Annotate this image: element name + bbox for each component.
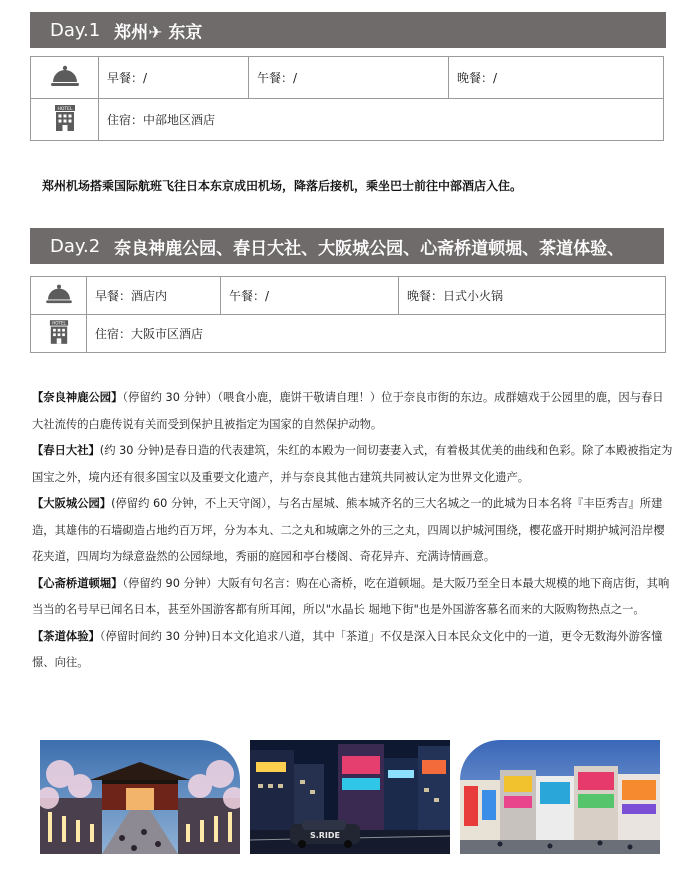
attraction-text: (约 30 分钟)是春日造的代表建筑，朱红的本殿为一间切妻妻入式，有着极其优美的曲线和色彩。除了本殿被指定为国宝之外，境内还有很多国宝以及重要文化遗产，并与奈良其他古建筑共同被认定为世界文化遗产。 xyxy=(32,444,673,484)
attraction-name: 【心斋桥道顿堀】 xyxy=(32,576,123,590)
day2-breakfast: 早餐：酒店内 xyxy=(87,277,221,315)
attraction-text: （停留约 90 分钟）大阪有句名言：购在心斋桥，吃在道顿堀。是大阪乃至全日本最大规模的地下商店街，其响当当的名号早已闻名日本，甚至外国游客都有所耳闻，所以"水晶长 堀地下街"也是外国游客慕名而来的大阪购物热点之一。 xyxy=(32,576,670,616)
photo-akihabara xyxy=(460,740,660,854)
day2-hotel: 住宿：大阪市区酒店 xyxy=(87,315,666,353)
day1-label: Day.1 xyxy=(50,19,101,41)
hotel-icon xyxy=(49,320,69,347)
attraction-text: (停留约 60 分钟，不上天守阁），与名古屋城、熊本城齐名的三大名城之一的此城为日本名将『丰臣秀吉』所建造，其雄伟的石墙砌造占地约百万坪，分为本丸、二之丸和城廓之外的三之丸，四周以护城河围绕，樱花盛开时期护城河沿岸樱花夹道，四周均为绿意盎然的公园绿地，秀丽的庭园和亭台楼阁、奇花异卉、充满诗情画意。 xyxy=(32,497,665,563)
svg-text:HOTEL: HOTEL xyxy=(51,320,66,326)
cloche-dish-icon xyxy=(44,294,74,308)
attraction-paragraph xyxy=(32,624,674,677)
day2-header xyxy=(30,228,664,264)
photo-temple-street xyxy=(40,740,240,854)
attraction-name: 【奈良神鹿公园】 xyxy=(32,391,123,404)
hotel-icon xyxy=(54,107,76,134)
attraction-paragraph xyxy=(32,385,674,438)
cloche-dish-icon xyxy=(49,77,81,91)
day1-hotel: 住宿：中部地区酒店 xyxy=(99,99,664,141)
day2-lunch: 午餐：/ xyxy=(221,277,399,315)
attraction-name: 【春日大社】 xyxy=(32,444,100,457)
day1-dinner: 晚餐：/ xyxy=(449,57,664,99)
day2-dinner: 晚餐：日式小火锅 xyxy=(399,277,666,315)
day2-label: Day.2 xyxy=(50,235,101,257)
hotel-icon-cell xyxy=(31,99,99,141)
attraction-paragraph xyxy=(32,571,674,624)
attraction-paragraph xyxy=(32,491,674,571)
day1-description: 郑州机场搭乘国际航班飞往日本东京成田机场，降落后接机，乘坐巴士前往中部酒店入住。 xyxy=(42,179,523,193)
attraction-paragraph xyxy=(32,438,674,491)
photo-sign-text: S.RIDE xyxy=(309,831,341,840)
dish-icon-cell xyxy=(31,277,87,315)
day1-meal-table xyxy=(30,56,664,141)
day2-route: 奈良神鹿公园、春日大社、大阪城公园、心斋桥道顿堀、茶道体验、 xyxy=(114,238,625,259)
photo-night-street xyxy=(250,740,450,854)
attraction-name: 【茶道体验】 xyxy=(32,629,100,643)
day1-breakfast: 早餐：/ xyxy=(99,57,249,99)
attraction-text: （停留时间约 30 分钟)日本文化追求八道，其中「茶道」不仅是深入日本民众文化中的一道，更令无数海外游客憧憬、向往。 xyxy=(32,629,663,669)
dish-icon-cell xyxy=(31,57,99,99)
svg-text:HOTEL: HOTEL xyxy=(56,107,73,112)
attraction-list xyxy=(32,385,674,677)
day1-header xyxy=(30,12,666,48)
attraction-text: （停留约 30 分钟）（喂食小鹿，鹿饼干敬请自理！）位于奈良市街的东边。成群嬉戏于公园里的鹿，因与春日大社流传的白鹿传说有关而受到保护且被指定为国家的自然保护动物。 xyxy=(32,391,664,431)
day1-lunch: 午餐：/ xyxy=(249,57,449,99)
attraction-name: 【大阪城公园】 xyxy=(32,497,112,510)
day1-route: 郑州✈ 东京 xyxy=(114,22,203,43)
hotel-icon-cell xyxy=(31,315,87,353)
day2-meal-table xyxy=(30,276,666,353)
